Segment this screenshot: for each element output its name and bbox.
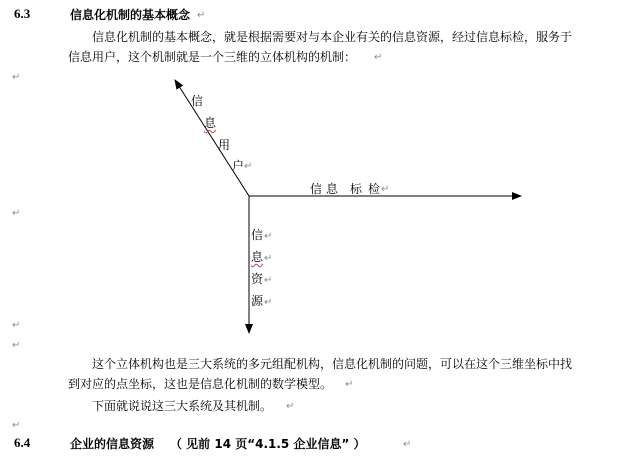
axis-user-char: 用 xyxy=(218,138,231,152)
paragraph-mark: ↵ xyxy=(12,420,21,431)
axis-check-char: 息 xyxy=(326,182,339,196)
section-reference: （ 见前 14 页“4.1.5 企业信息” ） xyxy=(170,437,366,451)
paragraph-mark: ↵ xyxy=(264,275,273,286)
axis-resource-char: 资 xyxy=(251,272,264,286)
paragraph-line: 下面就说说这三大系统及其机制。 xyxy=(92,399,273,413)
paragraph-mark: ↵ xyxy=(244,161,253,172)
axis-resource-char: 息 xyxy=(251,250,264,264)
paragraph-mark: ↵ xyxy=(374,52,383,63)
section-title: 企业的信息资源 xyxy=(70,437,155,451)
section-title: 信息化机制的基本概念 xyxy=(70,8,191,22)
paragraph-mark: ↵ xyxy=(381,184,390,195)
paragraph-mark: ↵ xyxy=(403,439,412,450)
paragraph-mark: ↵ xyxy=(264,231,273,242)
section-number: 6.3 xyxy=(14,6,31,21)
paragraph-mark: ↵ xyxy=(12,208,21,219)
axis-user-char: 信 xyxy=(191,94,204,108)
axis-user-line xyxy=(175,80,249,196)
paragraph-mark: ↵ xyxy=(12,340,21,351)
axis-resource-char: 源 xyxy=(251,294,264,308)
paragraph-mark: ↵ xyxy=(286,401,295,412)
paragraph-mark: ↵ xyxy=(345,379,354,390)
paragraph-mark: ↵ xyxy=(197,10,206,21)
paragraph-mark: ↵ xyxy=(264,297,273,308)
axis-check-char: 标 xyxy=(350,182,363,196)
paragraph-line: 这个立体机构也是三大系统的多元组配机构，信息化机制的问题，可以在这个三维坐标中找 xyxy=(92,357,573,371)
paragraph-mark: ↵ xyxy=(12,72,21,83)
axis-check-char: 检 xyxy=(368,182,381,196)
section-number: 6.4 xyxy=(14,435,31,450)
axis-user-char: 户 xyxy=(232,159,245,173)
axis-resource-char: 信 xyxy=(251,228,264,242)
paragraph-mark: ↵ xyxy=(264,253,273,264)
paragraph-line: 信息化机制的基本概念，就是根据需要对与本企业有关的信息资源，经过信息标检，服务于 xyxy=(92,30,573,44)
paragraph-line: 到对应的点坐标，这也是信息化机制的数学模型。 xyxy=(68,377,333,391)
paragraph-mark: ↵ xyxy=(12,320,21,331)
paragraph-line: 信息用户，这个机制就是一个三维的立体机构的机制： xyxy=(68,50,357,64)
axis-user-char: 息 xyxy=(204,116,217,130)
axis-check-char: 信 xyxy=(310,182,323,196)
